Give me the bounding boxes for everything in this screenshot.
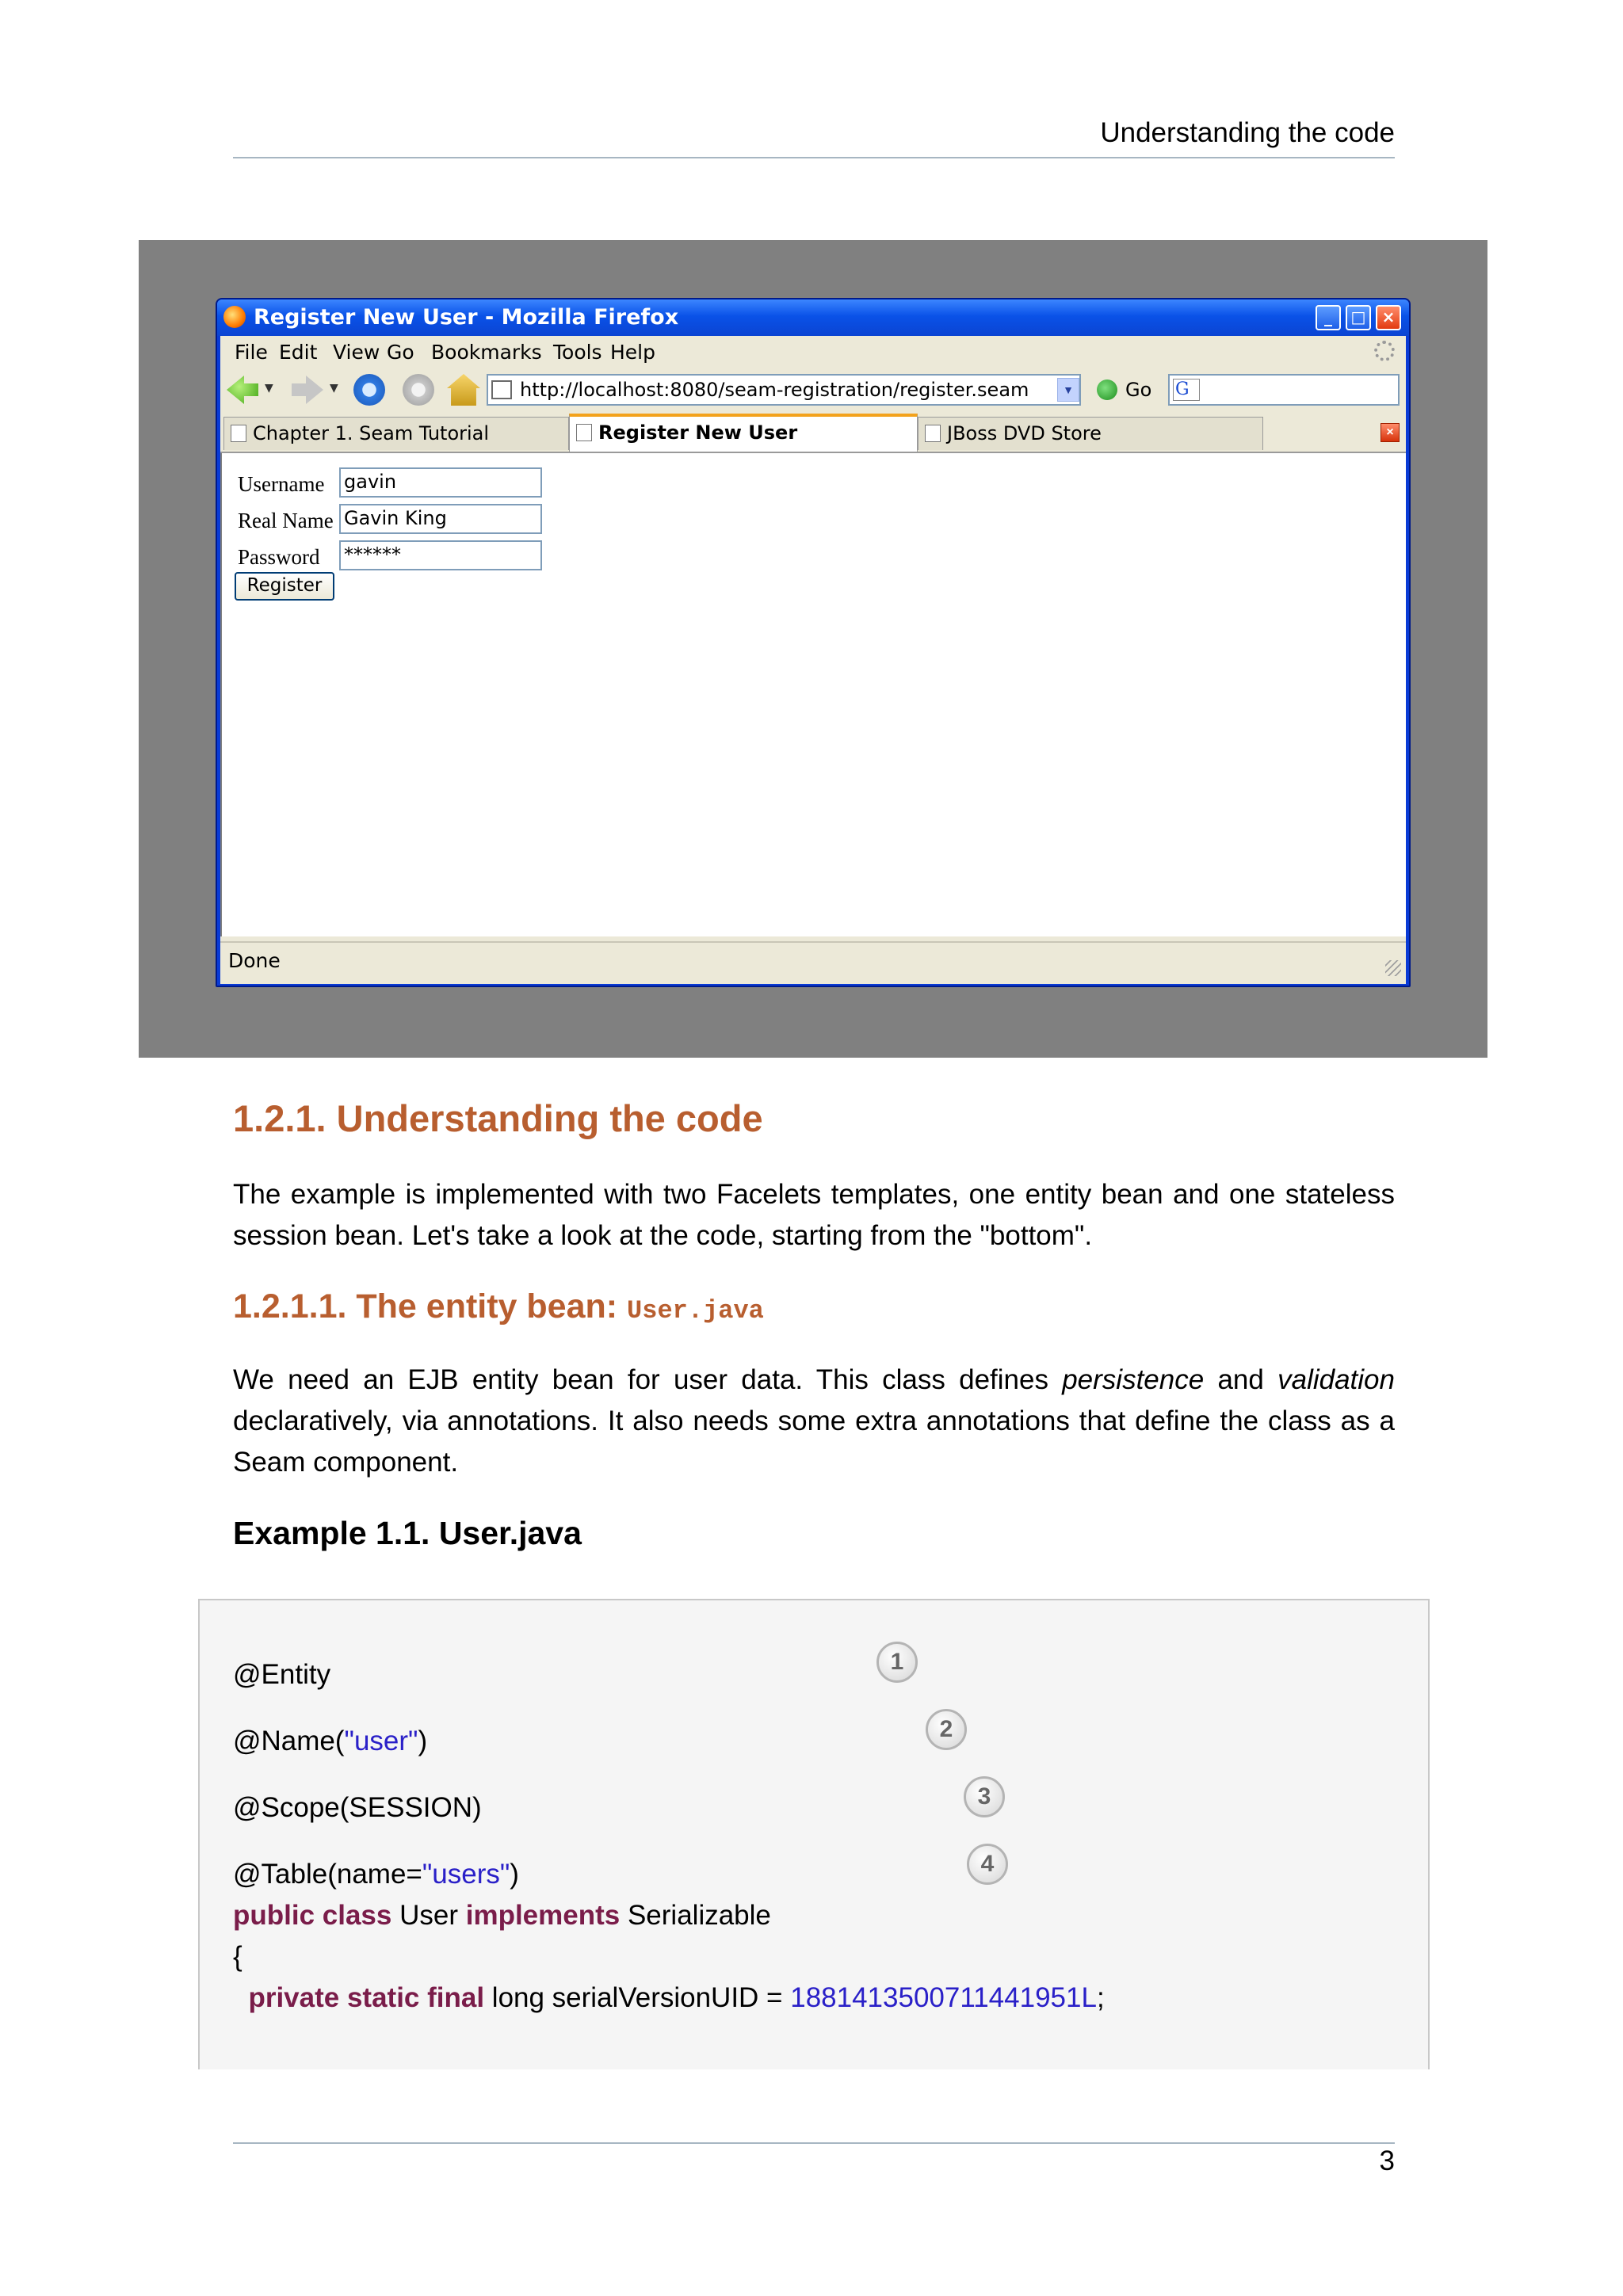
code-line-3: @Scope(SESSION) [233,1792,482,1823]
google-search-engine-icon[interactable]: G [1173,379,1200,401]
code-text: ; [1096,1982,1105,2013]
home-icon[interactable] [447,374,480,406]
callout-2-icon[interactable]: 2 [926,1709,967,1750]
tab-jboss-dvd-store[interactable] [918,417,1263,450]
close-window-icon[interactable]: × [1376,305,1401,330]
paragraph-text: and [1204,1364,1278,1395]
code-line-5 [233,1900,771,1932]
menu-file[interactable]: File [235,341,268,364]
footer-rule [233,2142,1395,2144]
intro-paragraph: The example is implemented with two Facelets templates, one entity bean and one stateless session bean. Let's take a look at the code, starting from the "bottom". [233,1179,1395,1251]
window-titlebar[interactable] [217,299,1409,336]
tab-bar [220,412,1406,453]
code-line-1: @Entity [233,1659,331,1690]
subsection-heading-text: 1.2.1.1. The entity bean: [233,1287,628,1325]
go-button[interactable]: Go [1125,379,1152,401]
code-text: Serializable [620,1900,771,1931]
document-icon [231,425,246,442]
page-favicon-icon [576,424,592,441]
minimize-icon[interactable]: _ [1316,305,1341,330]
username-label: Username [238,472,325,496]
code-string: "user" [344,1726,418,1756]
tab-register-new-user[interactable] [569,414,918,452]
code-text: @Name( [233,1726,345,1756]
password-label: Password [238,545,320,569]
resize-grip-icon[interactable] [1385,960,1401,976]
navigation-toolbar [220,368,1406,412]
code-keyword: public class [233,1900,392,1931]
code-number: 1881413500711441951L [790,1982,1097,2013]
code-line-6: { [233,1941,242,1972]
emphasis-validation: validation [1277,1364,1395,1395]
menu-bookmarks[interactable]: Bookmarks [431,341,542,364]
paragraph-text: We need an EJB entity bean for user data. This class defines [233,1364,1063,1395]
password-field[interactable]: ****** [339,540,542,570]
menu-view[interactable]: View [333,341,380,364]
realname-field[interactable]: Gavin King [339,504,542,534]
menu-bar [220,336,1406,368]
code-text: ) [510,1859,519,1890]
register-button[interactable]: Register [235,572,334,601]
code-text: long serialVersionUID = [484,1982,791,2013]
back-arrow-icon[interactable] [227,374,258,406]
entity-bean-paragraph [233,1360,1395,1483]
emphasis-persistence: persistence [1062,1364,1205,1395]
callout-1-icon[interactable]: 1 [876,1642,918,1683]
page-number: 3 [1379,2145,1395,2176]
tab-label: Chapter 1. Seam Tutorial [253,422,490,444]
maximize-icon[interactable]: □ [1346,305,1371,330]
subsection-heading-code: User.java [627,1296,764,1325]
forward-arrow-icon[interactable] [292,374,323,406]
subsection-heading [233,1287,764,1326]
reload-icon[interactable] [353,374,385,406]
close-tab-icon[interactable]: × [1381,423,1400,442]
menu-help[interactable]: Help [610,341,655,364]
menu-edit[interactable]: Edit [279,341,318,364]
header-rule [233,157,1395,158]
paragraph-text: declaratively, via annotations. It also needs some extra annotations that define the class as a Seam component. [233,1405,1395,1478]
code-text: User [391,1900,466,1931]
browser-client-area [220,336,1406,984]
url-text[interactable]: http://localhost:8080/seam-registration/register.seam [520,379,1029,401]
window-title: Register New User - Mozilla Firefox [254,305,679,330]
menu-go[interactable]: Go [387,341,414,364]
code-listing [198,1599,1430,2069]
back-history-dropdown-icon[interactable]: ▼ [265,382,273,395]
example-title: Example 1.1. User.java [233,1515,582,1551]
url-history-dropdown-icon[interactable]: ▼ [1057,378,1079,402]
tab-chapter-1[interactable] [223,417,569,450]
status-bar [220,941,1406,981]
code-line-7 [233,1982,1105,2014]
throbber-icon [1374,341,1395,361]
tab-label: JBoss DVD Store [947,422,1102,444]
page-favicon-icon [491,380,512,399]
username-field[interactable]: gavin [339,467,542,498]
page-favicon-icon [925,425,941,442]
callout-4-icon[interactable]: 4 [967,1844,1008,1885]
url-bar[interactable] [487,374,1081,406]
page-content [220,453,1406,936]
screenshot-figure [139,240,1487,1058]
firefox-logo-icon [223,306,246,328]
code-string: "users" [422,1859,510,1890]
code-line-4 [233,1859,519,1890]
code-text: ) [418,1726,428,1756]
menu-tools[interactable]: Tools [553,341,602,364]
go-arrow-icon[interactable] [1097,379,1117,400]
realname-label: Real Name [238,509,334,532]
stop-icon[interactable] [403,374,434,406]
tab-label: Register New User [598,421,798,444]
browser-window [216,298,1411,987]
forward-history-dropdown-icon[interactable]: ▼ [330,382,338,395]
running-header: Understanding the code [1100,117,1395,148]
search-box[interactable] [1168,374,1400,406]
section-heading: 1.2.1. Understanding the code [233,1097,763,1139]
status-text: Done [228,949,281,972]
callout-3-icon[interactable]: 3 [964,1776,1005,1817]
code-keyword: implements [465,1900,621,1931]
code-text: @Table(name= [233,1859,422,1890]
code-line-2 [233,1726,427,1757]
code-keyword: private static final [248,1982,485,2013]
